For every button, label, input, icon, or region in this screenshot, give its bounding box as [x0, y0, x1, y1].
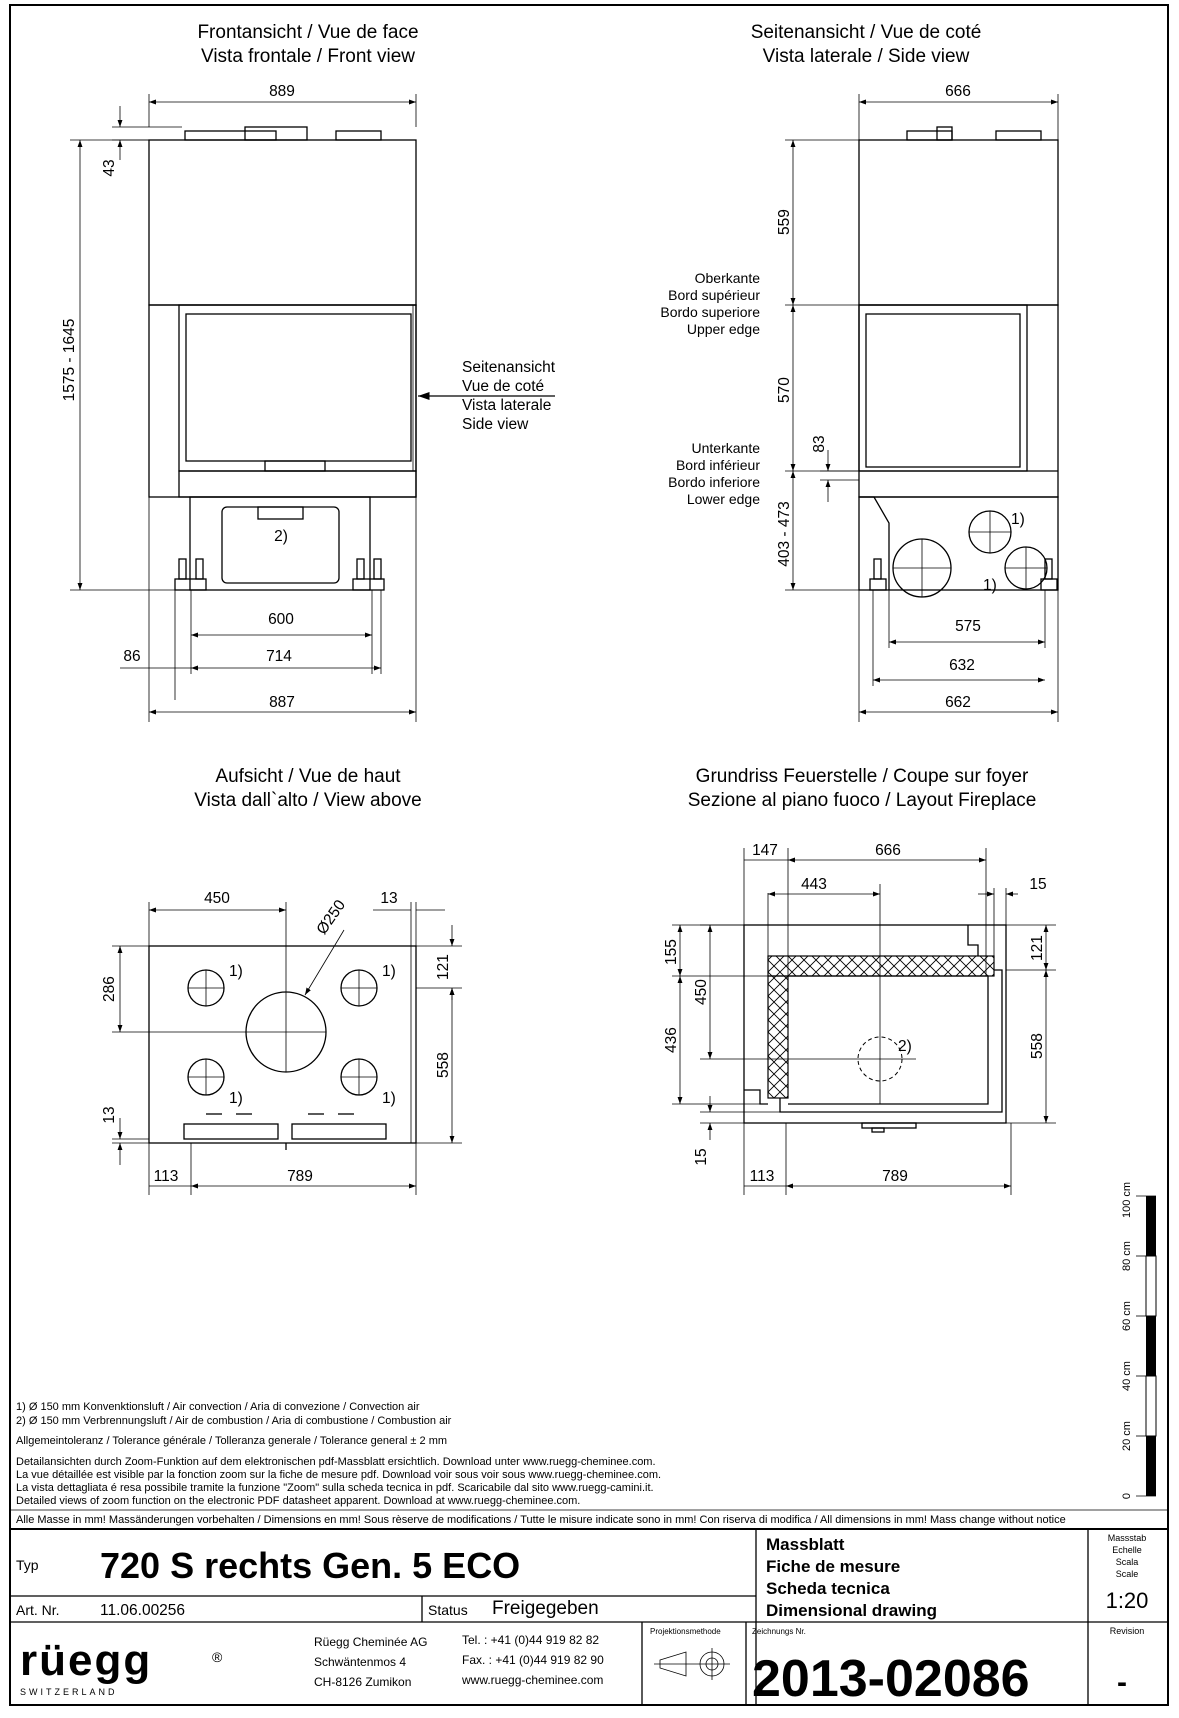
projection-method-label: Projektionsmethode: [650, 1627, 721, 1636]
status-value: Freigegeben: [492, 1598, 599, 1619]
front-note-2: 2): [274, 528, 288, 545]
plan-dim-121: 121: [1029, 935, 1046, 961]
side-dim-403: 403 - 473: [776, 501, 793, 567]
top-dim-diam: Ø250: [313, 897, 350, 938]
top-dim-113: 113: [153, 1168, 179, 1185]
plan-dim-558: 558: [1029, 1033, 1046, 1059]
scale-label-60: 60 cm: [1121, 1301, 1133, 1331]
side-dim-632: 632: [949, 657, 975, 674]
top-note-1d: 1): [382, 1090, 396, 1107]
lower-edge-3: Bordo inferiore: [668, 474, 760, 490]
side-glass: [866, 314, 1020, 467]
top-view: [101, 766, 462, 1195]
sheet-title-3: Scheda tecnica: [766, 1579, 890, 1598]
scale-value: 1:20: [1105, 1588, 1149, 1613]
front-arrow-label-3: Vista laterale: [462, 397, 552, 414]
top-note-1b: 1): [382, 963, 396, 980]
plan-dim-789: 789: [882, 1168, 908, 1185]
typ-label: Typ: [16, 1557, 39, 1573]
plan-title-2: Sezione al piano fuoco / Layout Fireplace: [687, 790, 1037, 811]
revision-label: Revision: [1109, 1626, 1145, 1636]
contact-tel: Tel. : +41 (0)44 919 82 82: [462, 1633, 600, 1647]
fireplace-layout: [663, 766, 1056, 1195]
art-nr-label: Art. Nr.: [16, 1602, 60, 1618]
sheet-title-1: Massblatt: [766, 1535, 845, 1554]
lower-edge-4: Lower edge: [686, 491, 760, 507]
front-arrow-label-2: Vue de coté: [462, 378, 545, 395]
status-label: Status: [428, 1602, 468, 1618]
front-dim-86: 86: [123, 648, 141, 665]
note-detail-4: Detailed views of zoom function on the electronic PDF datasheet apparent. Download at www.ruegg-cheminee.com.: [16, 1495, 581, 1507]
logo-registered: ®: [212, 1649, 223, 1665]
sheet-title-4: Dimensional drawing: [766, 1601, 937, 1620]
plan-dim-15a: 15: [1029, 876, 1047, 893]
top-note-1c: 1): [229, 1090, 243, 1107]
logo-sub: SWITZERLAND: [20, 1687, 118, 1697]
note-combustion-air: 2) Ø 150 mm Verbrennungsluft / Air de combustion / Aria di combustione / Combustion air: [16, 1415, 452, 1427]
plan-title-1: Grundriss Feuerstelle / Coupe sur foyer: [695, 766, 1029, 787]
plan-dim-113: 113: [749, 1168, 775, 1185]
front-title-1: Frontansicht / Vue de face: [197, 22, 419, 43]
side-dim-662: 662: [945, 694, 971, 711]
front-view: [61, 22, 556, 722]
lower-edge-1: Unterkante: [691, 440, 760, 456]
title-block: [10, 1529, 1168, 1708]
plan-dim-450: 450: [693, 979, 710, 1005]
art-nr-value: 11.06.00256: [100, 1602, 186, 1619]
plan-dim-147: 147: [752, 842, 778, 859]
upper-edge-2: Bord supérieur: [668, 287, 760, 303]
note-tolerance: Allgemeintoleranz / Tolerance générale / Tolleranza generale / Tolerance general ± 2 mm: [16, 1435, 448, 1447]
note-detail-3: La vista dettagliata é resa possibile tramite la funzione "Zoom" sulla scheda tecnica in pdf. Scaricabile dal sito www.ruegg-camini.it.: [16, 1482, 654, 1494]
top-dim-121: 121: [435, 954, 452, 980]
front-dim-600: 600: [268, 611, 294, 628]
upper-edge-3: Bordo superiore: [660, 304, 760, 320]
top-dim-450: 450: [204, 890, 230, 907]
plan-dim-155: 155: [663, 939, 680, 965]
front-glass: [186, 314, 411, 461]
scale-label-40: 40 cm: [1121, 1361, 1133, 1391]
drawing-no-value: 2013-02086: [752, 1650, 1030, 1708]
front-dim-887: 887: [269, 694, 295, 711]
revision-value: -: [1117, 1666, 1127, 1699]
company-street: Schwäntenmos 4: [314, 1655, 407, 1669]
front-dim-height: 1575 - 1645: [61, 318, 78, 402]
side-view: [660, 22, 1058, 722]
plan-dim-436: 436: [663, 1027, 680, 1053]
upper-edge-1: Oberkante: [694, 270, 760, 286]
plan-dim-443: 443: [801, 876, 827, 893]
plan-dim-666: 666: [875, 842, 901, 859]
side-dim-570: 570: [776, 377, 793, 403]
plan-dim-15b: 15: [693, 1148, 710, 1166]
front-arrow-label-4: Side view: [462, 416, 529, 433]
top-outline: [149, 946, 416, 1143]
sheet-border: [10, 5, 1168, 1705]
top-dim-558: 558: [435, 1052, 452, 1078]
side-title-2: Vista laterale / Side view: [762, 46, 970, 67]
upper-edge-4: Upper edge: [686, 321, 760, 337]
projection-symbol-icon: [654, 1648, 730, 1680]
scale-label-20: 20 cm: [1121, 1421, 1133, 1451]
side-note-1b: 1): [983, 577, 997, 594]
scale-label-0: 0: [1121, 1492, 1133, 1500]
side-hood: [859, 140, 1058, 305]
sheet-title-2: Fiche de mesure: [766, 1557, 901, 1576]
front-dim-714: 714: [266, 648, 292, 665]
plan-note-2: 2): [898, 1038, 912, 1055]
ruegg-logo: [20, 1636, 223, 1697]
top-note-1a: 1): [229, 963, 243, 980]
company-city: CH-8126 Zumikon: [314, 1675, 412, 1689]
top-dim-286: 286: [101, 976, 118, 1002]
scale-label-3: Scala: [1115, 1557, 1139, 1567]
typ-value: 720 S rechts Gen. 5 ECO: [100, 1545, 521, 1586]
note-dimensions: Alle Masse in mm! Massänderungen vorbehalten / Dimensions en mm! Sous rèserve de modifications / Tutte le misure indicate sono in mm! Con riserva di modifica / All dimensions in mm! Mass change without notice: [16, 1514, 1066, 1526]
note-detail-1: Detailansichten durch Zoom-Funktion auf dem elektronischen pdf-Massblatt ersichtlich. Download unter www.ruegg-cheminee.com.: [16, 1456, 656, 1468]
front-title-2: Vista frontale / Front view: [200, 46, 416, 67]
scale-label-100: 100 cm: [1121, 1181, 1133, 1219]
scale-label-1: Massstab: [1107, 1533, 1147, 1543]
side-dim-top: 666: [945, 83, 971, 100]
front-arrow-label-1: Seitenansicht: [462, 359, 556, 376]
notes: [10, 1401, 1168, 1526]
scale-bar: [1121, 1182, 1156, 1499]
side-dim-83: 83: [811, 435, 828, 453]
scale-label-4: Scale: [1115, 1569, 1139, 1579]
logo-text: rüegg: [20, 1636, 153, 1685]
scale-label-2: Echelle: [1112, 1545, 1142, 1555]
top-dim-13a: 13: [380, 890, 398, 907]
side-title-1: Seitenansicht / Vue de coté: [750, 22, 982, 43]
contact-web: www.ruegg-cheminee.com: [462, 1673, 604, 1687]
drawing-no-label: Zeichnungs Nr.: [752, 1627, 806, 1636]
front-dim-43: 43: [101, 159, 118, 177]
side-dim-559: 559: [776, 209, 793, 235]
note-detail-2: La vue détaillée est visible par la fonction zoom sur la fiche de mesure pdf. Download voir sous voir sous www.ruegg-cheminee.com.: [16, 1469, 662, 1481]
side-dim-575: 575: [955, 618, 981, 635]
lower-edge-2: Bord inférieur: [675, 457, 760, 473]
company-name: Rüegg Cheminée AG: [314, 1635, 428, 1649]
note-convection-air: 1) Ø 150 mm Konvenktionsluft / Air convection / Aria di convezione / Convection air: [16, 1401, 420, 1413]
side-note-1a: 1): [1011, 511, 1025, 528]
top-dim-789: 789: [287, 1168, 313, 1185]
top-title-2: Vista dall`alto / View above: [194, 790, 422, 811]
front-hood: [149, 140, 416, 305]
top-dim-13b: 13: [101, 1106, 118, 1124]
scale-label-80: 80 cm: [1121, 1241, 1133, 1271]
front-dim-top: 889: [269, 83, 295, 100]
contact-fax: Fax. : +41 (0)44 919 82 90: [462, 1653, 604, 1667]
top-title-1: Aufsicht / Vue de haut: [215, 766, 401, 787]
